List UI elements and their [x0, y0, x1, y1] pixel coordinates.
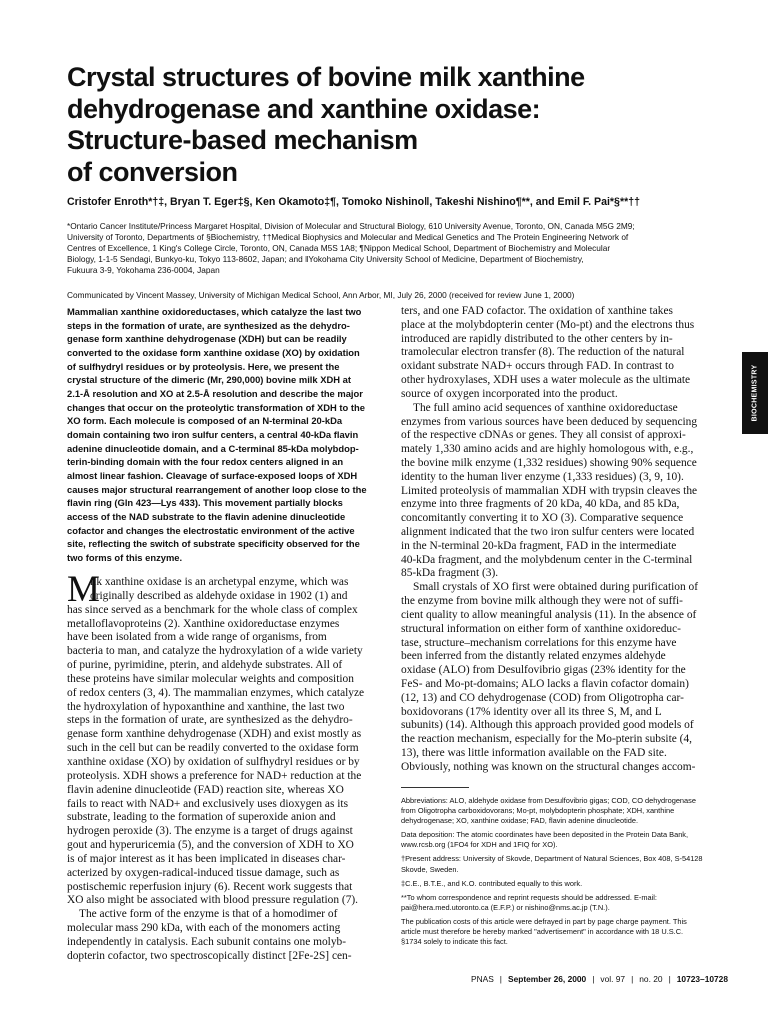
text-line: hydrogen peroxide (3). The enzyme is a target of drugs against	[67, 825, 353, 838]
section-tab	[742, 352, 768, 434]
text-line: 85-kDa fragment (3).	[401, 567, 499, 580]
text-line: Obviously, nothing was known on the structural changes accom-	[401, 760, 696, 773]
text-line: the hydroxylation of hypoxanthine and xanthine, the last two	[67, 700, 345, 713]
text-line: ilk xanthine oxidase is an archetypal enzyme, which was	[90, 576, 349, 588]
footnote-line: ‡C.E., B.T.E., and K.O. contributed equally to this work.	[401, 878, 583, 888]
footer-pages: 10723–10728	[676, 974, 728, 984]
footnote-line: †Present address: University of Skovde, Department of Natural Sciences, Box 408, S-54128	[401, 854, 703, 864]
text-line: these proteins have similar molecular weights and composition	[67, 672, 354, 685]
footnote	[401, 796, 730, 826]
text-line: crystal structure of the dimeric (Mr, 290,000) bovine milk XDH at	[67, 374, 351, 386]
text-line: oxidase (ALO) from Desulfovibrio gigas (23% identity for the	[401, 664, 686, 677]
communicated-by: Communicated by Vincent Massey, University of Michigan Medical School, Ann Arbor, MI, July 26, 2000 (received for review June 1, 2000)	[67, 290, 575, 300]
footnote	[401, 917, 730, 947]
text-line: has since served as a benchmark for the whole class of complex	[67, 603, 358, 616]
text-line: have been isolated from a wide range of organisms, from	[67, 631, 327, 644]
footnote	[401, 830, 730, 850]
author-list: Cristofer Enroth*†‡, Bryan T. Eger‡§, Ken Okamoto‡¶, Tomoko Nishino‖, Takeshi Nishino¶**, and Emil F. Pai*§**††	[67, 196, 640, 208]
page-footer: PNAS | September 26, 2000 | vol. 97 | no. 20 | 10723–10728	[470, 974, 728, 984]
drop-cap: M	[67, 569, 100, 610]
footnote-line: The publication costs of this article were defrayed in part by page charge payment. This	[401, 916, 687, 926]
text-line: the enzyme from bovine milk although they were not of suffi-	[401, 595, 683, 608]
text-line: The full amino acid sequences of xanthine oxidoreductase	[413, 401, 678, 414]
text-line: XO form. Each molecule is composed of an N-terminal 20-kDa	[67, 415, 343, 427]
footnote	[401, 893, 730, 913]
text-line: oxidant substrate NAD+ occurs through FAD. In contrast to	[401, 360, 674, 373]
text-line: two forms of this enzyme.	[67, 551, 183, 563]
text-line: access of the NAD substrate to the flavin adenine dinucleotide	[67, 510, 346, 522]
text-line: in the N-terminal 20-kDa fragment, FAD in the intermediate	[401, 539, 677, 552]
affiliation-line: University of Toronto, Departments of §Biochemistry, ††Medical Biophysics and Molecular and Medical Genetics and The Protein Engineering Network of	[67, 232, 629, 242]
text-line: cofactor and changes the electrostatic environment of the active	[67, 524, 355, 536]
footnote-line: pai@hera.med.utoronto.ca (E.F.P.) or nishino@nms.ac.jp (T.N.).	[401, 902, 610, 912]
abstract	[67, 305, 392, 564]
text-line: identity to the human liver enzyme (1,333 residues) (3, 9, 10).	[401, 470, 684, 483]
text-line: such in the cell but can be readily converted to the oxidase form	[67, 742, 359, 755]
text-line: independently in catalysis. Each subunit contains one molyb-	[67, 935, 347, 948]
text-line: causes major structural rearrangement of another loop close to the	[67, 483, 367, 495]
affiliation-line: Fukuura 3-9, Yokohama 236-0004, Japan	[67, 265, 220, 275]
title-line: dehydrogenase and xanthine oxidase:	[67, 93, 541, 124]
footnote-line: dehydrogenase; XO, xanthine oxidase; FAD, flavin adenine dinucleotide.	[401, 816, 639, 826]
text-line: place at the molybdopterin center (Mo-pt) and the electrons thus	[401, 318, 695, 331]
text-line: ters, and one FAD cofactor. The oxidation of xanthine takes	[401, 305, 673, 317]
text-line: of redox centers (3, 4). The mammalian enzymes, which catalyze	[67, 686, 365, 699]
footnote-line: Abbreviations: ALO, aldehyde oxidase from Desulfovibrio gigas; COD, CO dehydrogenase	[401, 796, 696, 805]
article-title	[67, 62, 667, 188]
footer-date: September 26, 2000	[507, 974, 587, 984]
footnote-line: from Oligotropha carboxidovorans; Mo-pt, molybdopterin phosphate; XDH, xanthine	[401, 806, 675, 816]
text-line: of sulfhydryl residues or by proteolysis. Here, we present the	[67, 360, 340, 372]
text-line: 2.1-Å resolution and XO at 2.5-Å resolution and describe the major	[67, 387, 363, 399]
footnote-line: **To whom correspondence and reprint requests should be addressed. E-mail:	[401, 892, 657, 902]
text-line: substrate, leading to the formation of superoxide anion and	[67, 811, 336, 824]
text-line: adenine dinucleotide domain, and a C-terminal 85-kDa molybdop-	[67, 442, 359, 454]
text-line: genase form xanthine dehydrogenase (XDH) but can be readily	[67, 333, 347, 345]
text-line: changes that occur on the proteolytic transformation of XDH to the	[67, 401, 365, 413]
text-line: gout and hyperuricemia (5), and the conversion of XDH to XO	[67, 839, 354, 852]
text-line: cient quality to allow meaningful analysis (11). In the absence of	[401, 608, 697, 621]
text-line: steps in the formation of urate, are synthesized as the dehydro-	[67, 319, 350, 331]
footnote-line: www.rcsb.org (1FO4 for XDH and 1FIQ for XO).	[401, 840, 558, 850]
footnotes	[401, 796, 730, 951]
text-line: FeS- and Mo-pt-domains; ALO lacks a flavin cofactor domain)	[401, 677, 689, 690]
section-tab-label: BIOCHEMISTRY	[751, 364, 759, 422]
text-line: of the respective cDNAs or genes. They all consist of approxi-	[401, 429, 686, 442]
text-line: tase, structure–mechanism correlations for this enzyme have	[401, 636, 677, 649]
text-line: almost linear fashion. Cleavage of surface-exposed loops of XDH	[67, 469, 358, 481]
text-line: site, reflecting the switch of substrate specificity observed for the	[67, 538, 360, 550]
text-line: Limited proteolysis of mammalian XDH with trypsin cleaves the	[401, 484, 698, 497]
footnote-line: Skovde, Sweden.	[401, 864, 459, 874]
text-line: concomitantly converting it to XO (3). Comparative sequence	[401, 512, 684, 525]
text-line: xanthine oxidase (XO) by oxidation of sulfhydryl residues or by	[67, 755, 360, 768]
text-line: XO also might be associated with blood pressure regulation (7).	[67, 894, 359, 907]
footer-number: no. 20	[639, 974, 663, 984]
text-line: the bovine milk enzyme (1,332 residues) showing 90% sequence	[401, 456, 697, 469]
footer-journal: PNAS	[470, 974, 494, 984]
text-line: converted to the oxidase form xanthine oxidase (XO) by oxidation	[67, 346, 360, 358]
text-line: molecular mass 290 kDa, with each of the monomers acting	[67, 922, 341, 935]
text-line: of purine, pyrimidine, pterin, and aldehyde substrates. All of	[67, 659, 343, 672]
text-line: 40-kDa fragment, and the molybdenum center in the C-terminal	[401, 553, 693, 566]
text-line: flavin adenine dinucleotide (FAD) reaction site, whereas XO	[67, 783, 344, 796]
text-line: originally described as aldehyde oxidase in 1902 (1) and	[90, 589, 348, 602]
affiliation-line: Biology, 1-1-5 Sendagi, Bunkyo-ku, Tokyo 113-8602, Japan; and ‖Yokohama City University School of Medicine, Department of Biochemistry,	[67, 254, 584, 264]
footnote-line: Data deposition: The atomic coordinates have been deposited in the Protein Data Bank,	[401, 830, 689, 840]
text-line: Small crystals of XO first were obtained during purification of	[413, 581, 699, 594]
text-line: dopterin cofactor, two spectroscopically distinct [2Fe-2S] cen-	[67, 949, 352, 962]
text-line: subunits) (14). Although this approach provided good models of	[401, 719, 694, 732]
text-line: metalloflavoproteins (2). Xanthine oxidoreductase enzymes	[67, 617, 340, 630]
text-line: genase form xanthine dehydrogenase (XDH) and exist mostly as	[67, 728, 362, 741]
text-line: 13), there was little information available on the FAD site.	[401, 747, 667, 759]
text-line: bacteria to man, and catalyze the hydroxylation of a wide variety	[67, 645, 363, 658]
text-line: been inferred from the distantly related enzymes aldehyde	[401, 650, 666, 663]
text-line: boxidovorans (17% identity over all its three S, M, and L	[401, 705, 662, 718]
text-line: steps in the formation of urate, are synthesized as the dehydro-	[67, 714, 353, 727]
text-line: proteolysis. XDH shows a preference for NAD+ reduction at the	[67, 769, 362, 782]
text-line: the reaction mechanism, especially for the Mo-pterin subsite (4,	[401, 733, 693, 746]
text-line: (12, 13) and CO dehydrogenase (COD) from Oligotropha car-	[401, 691, 684, 704]
text-line: acterized by oxygen-radical-induced tissue damage, such as	[67, 866, 340, 879]
affiliation-line: Centres of Excellence, 1 King's College Circle, Toronto, ON, Canada M5S 1A8; ¶Nippon Medical School, Department of Biochemistry and Molecular	[67, 243, 611, 253]
text-line: postischemic reperfusion injury (6). Recent work suggests that	[67, 880, 353, 893]
text-line: Mammalian xanthine oxidoreductases, which catalyze the last two	[67, 306, 362, 317]
text-line: mately 1,330 amino acids and are highly homologous with, e.g.,	[401, 443, 694, 456]
text-line: domain containing two iron sulfur centers, a central 40-kDa flavin	[67, 428, 359, 440]
text-line: structural information on either form of xanthine oxidoreduc-	[401, 622, 681, 635]
affiliations	[67, 221, 737, 276]
text-line: flavin ring (Gln 423—Lys 433). This movement partially blocks	[67, 497, 343, 509]
title-line: Crystal structures of bovine milk xanthine	[67, 62, 585, 92]
text-line: alignment indicated that the two iron sulfur centers were located	[401, 526, 695, 538]
text-line: source of oxygen incorporated into the product.	[401, 387, 618, 400]
title-line: of conversion	[67, 156, 238, 187]
body-column-left	[67, 569, 392, 964]
text-line: enzyme into three fragments of 20 kDa, 40 kDa, and 85 kDa,	[401, 498, 680, 511]
text-line: introduced are rapidly distributed to the other centers by in-	[401, 332, 673, 345]
footnote-divider	[401, 787, 469, 788]
affiliation-line: *Ontario Cancer Institute/Princess Margaret Hospital, Division of Molecular and Structural Biology, 610 University Avenue, Toronto, ON, Canada M5G 2M9;	[67, 221, 635, 231]
footer-volume: vol. 97	[600, 974, 626, 984]
text-line: fails to react with NAD+ and exclusively uses dioxygen as its	[67, 797, 349, 810]
text-line: The active form of the enzyme is that of a homodimer of	[79, 908, 338, 921]
footnote-line: article must therefore be hereby marked "advertisement" in accordance with 18 U.S.C.	[401, 927, 684, 937]
text-line: is of major interest as it has been implicated in diseases char-	[67, 852, 346, 865]
text-line: terin-binding domain with the four redox centers aligned in an	[67, 456, 344, 468]
text-line: other hydroxylases, XDH uses a water molecule as the ultimate	[401, 374, 691, 387]
footnote	[401, 854, 730, 874]
footnote-line: §1734 solely to indicate this fact.	[401, 937, 508, 947]
footnote	[401, 879, 730, 889]
title-line: Structure-based mechanism	[67, 125, 418, 155]
text-line: tramolecular electron transfer (8). The reduction of the natural	[401, 346, 685, 359]
body-column-right	[401, 305, 730, 775]
text-line: enzymes from various sources have been deduced by sequencing	[401, 415, 698, 428]
